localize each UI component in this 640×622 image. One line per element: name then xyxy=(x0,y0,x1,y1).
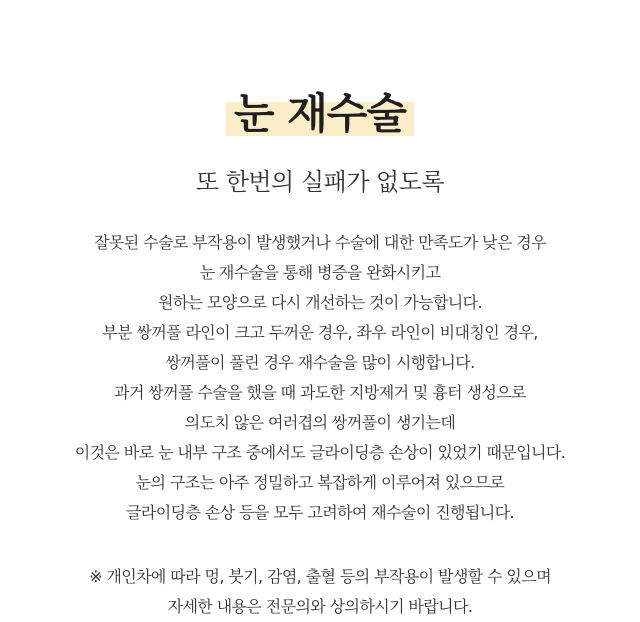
description-line: 이것은 바로 눈 내부 구조 중에서도 글라이딩층 손상이 있었기 때문입니다. xyxy=(74,443,566,462)
description-paragraph xyxy=(0,228,640,528)
title-wrap xyxy=(0,86,640,142)
description-line: 쌍꺼풀이 풀린 경우 재수술을 많이 시행합니다. xyxy=(165,353,475,372)
disclaimer-line: 자세한 내용은 전문의와 상의하시기 바랍니다. xyxy=(167,597,473,616)
disclaimer-notes xyxy=(0,562,640,622)
description-line: 눈 재수술을 통해 병증을 완화시키고 xyxy=(199,263,441,282)
description-line: 부분 쌍꺼풀 라인이 크고 두꺼운 경우, 좌우 라인이 비대칭인 경우, xyxy=(102,323,538,342)
description-line: 글라이딩층 손상 등을 모두 고려하여 재수술이 진행됩니다. xyxy=(126,503,514,522)
description-line: 눈의 구조는 아주 정밀하고 복잡하게 이루어져 있으므로 xyxy=(135,473,505,492)
disclaimer-line: ※ 개인차에 따라 멍, 붓기, 감염, 출혈 등의 부작용이 발생할 수 있으며 xyxy=(89,567,551,586)
description-line: 의도치 않은 여러겹의 쌍꺼풀이 생기는데 xyxy=(184,413,456,432)
page-title xyxy=(230,86,410,142)
description-line: 원하는 모양으로 다시 개선하는 것이 가능합니다. xyxy=(157,293,483,312)
page-title-text: 눈 재수술 xyxy=(234,89,406,138)
description-line: 과거 쌍꺼풀 수술을 했을 때 과도한 지방제거 및 흉터 생성으로 xyxy=(114,383,526,402)
description-line: 잘못된 수술로 부작용이 발생했거나 수술에 대한 만족도가 낮은 경우 xyxy=(94,233,546,252)
page-subtitle: 또 한번의 실패가 없도록 xyxy=(195,168,445,196)
